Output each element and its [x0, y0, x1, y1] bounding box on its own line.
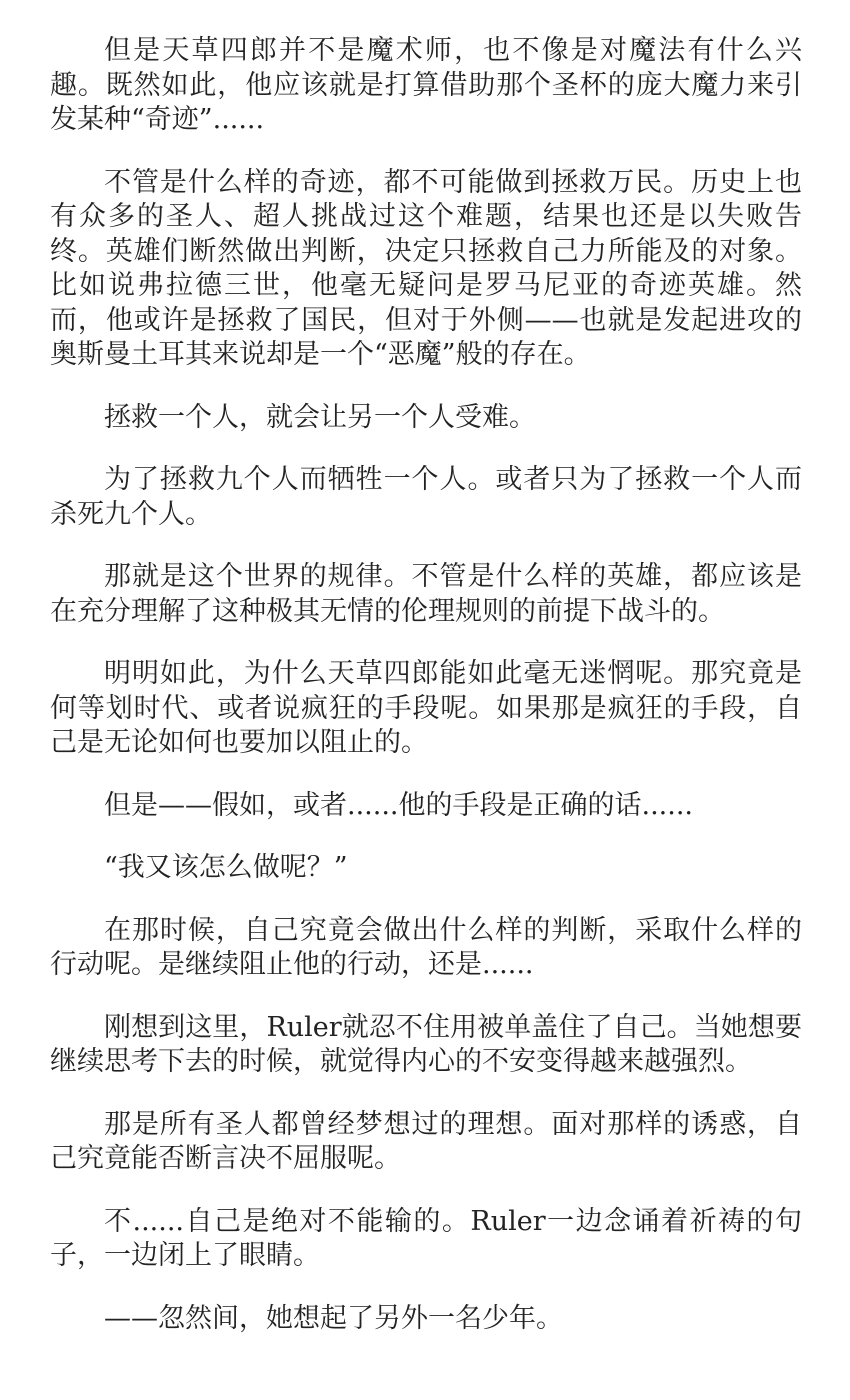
paragraph-12: 不......自己是绝对不能输的。Ruler一边念诵着祈祷的句子，一边闭上了眼睛。	[50, 1205, 802, 1271]
paragraph-11: 那是所有圣人都曾经梦想过的理想。面对那样的诱惑，自己究竟能否断言决不屈服呢。	[50, 1108, 802, 1174]
paragraph-10: 刚想到这里，Ruler就忍不住用被单盖住了自己。当她想要继续思考下去的时候，就觉得内心的不安变得越来越强烈。	[50, 1011, 802, 1077]
paragraph-13: ——忽然间，她想起了另外一名少年。	[104, 1302, 563, 1334]
paragraph-4: 为了拯救九个人而牺牲一个人。或者只为了拯救一个人而杀死九个人。	[50, 464, 802, 530]
paragraph-5: 那就是这个世界的规律。不管是什么样的英雄，都应该是在充分理解了这种极其无情的伦理规则的前提下战斗的。	[50, 561, 802, 627]
paragraph-8: “我又该怎么做呢？”	[104, 852, 348, 883]
paragraph-3: 拯救一个人，就会让另一个人受难。	[104, 401, 536, 433]
paragraph-9: 在那时候，自己究竟会做出什么样的判断，采取什么样的行动呢。是继续阻止他的行动，还是......	[50, 914, 802, 980]
paragraph-1: 但是天草四郎并不是魔术师，也不像是对魔法有什么兴趣。既然如此，他应该就是打算借助那个圣杯的庞大魔力来引发某种“奇迹”......	[50, 35, 802, 135]
paragraph-6: 明明如此，为什么天草四郎能如此毫无迷惘呢。那究竟是何等划时代、或者说疯狂的手段呢。如果那是疯狂的手段，自己是无论如何也要加以阻止的。	[50, 658, 802, 758]
paragraph-2: 不管是什么样的奇迹，都不可能做到拯救万民。历史上也有众多的圣人、超人挑战过这个难题，结果也还是以失败告终。英雄们断然做出判断，决定只拯救自己力所能及的对象。比如说弗拉德三世，他毫无疑问是罗马尼亚的奇迹英雄。然而，他或许是拯救了国民，但对于外侧——也就是发起进攻的奥斯曼土耳其来说却是一个“恶魔”般的存在。	[50, 166, 802, 370]
paragraph-7: 但是——假如，或者......他的手段是正确的话......	[104, 789, 693, 821]
